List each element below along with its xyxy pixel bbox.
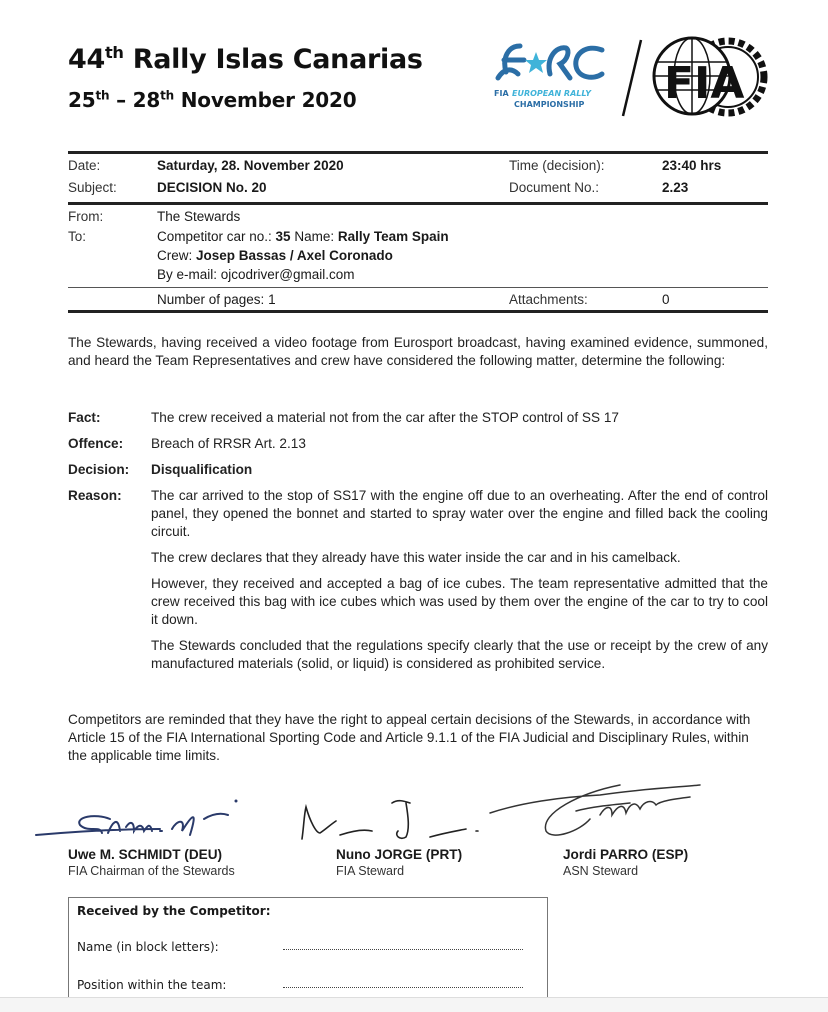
offence-row [68,435,768,453]
appeal-notice: Competitors are reminded that they have the right to appeal certain decisions of the Stewards, in accordance with Article 15 of the FIA International Sporting Code and Article 9.1.1 of the FIA Judicial and Disciplinary Rules, within the applicable time limits. [68,712,751,763]
document-no-value: 2.23 [662,179,689,195]
receipt-form [68,897,548,1012]
subject-row [68,176,768,198]
event-dates: 25th – 28th November 2020 [68,88,357,112]
page-bottom-edge [0,997,828,1012]
fia-logo-icon [652,32,770,120]
steward-role: FIA Steward [336,864,405,878]
from-value: The Stewards [157,208,241,224]
decision-label: Decision: [68,462,130,477]
pages-info: Number of pages: 1 [157,291,276,307]
pages-row [68,288,768,310]
logo-separator [617,38,647,118]
reason-row [68,487,768,681]
to-row [68,227,768,284]
receipt-title: Received by the Competitor: [77,904,271,918]
time-label: Time (decision): [509,157,605,173]
svg-text:CHAMPIONSHIP: CHAMPIONSHIP [514,100,585,109]
receipt-name-label: Name (in block letters): [77,940,219,954]
to-label: To: [68,229,87,244]
from-row [68,205,768,227]
subject-value: DECISION No. 20 [157,179,267,195]
attachments-label: Attachments: [509,291,588,307]
svg-text:EUROPEAN RALLY: EUROPEAN RALLY [512,89,592,98]
email-line: By e-mail: ojcodriver@gmail.com [157,267,355,282]
time-value: 23:40 hrs [662,157,722,173]
car-number: 35 [275,229,291,244]
reason-label: Reason: [68,488,122,503]
competitor-line: Competitor car no.: 35 Name: Rally Team Spain [157,229,449,244]
receipt-name-row [77,940,523,954]
receipt-position-row [77,978,523,992]
date-label: Date: [68,157,101,173]
steward-role: FIA Chairman of the Stewards [68,864,235,878]
steward-name: Jordi PARRO (ESP) [563,847,689,862]
crew-names: Josep Bassas / Axel Coronado [196,248,393,263]
date-row [68,154,768,176]
from-label: From: [68,208,104,224]
offence-value: Breach of RRSR Art. 2.13 [151,436,306,451]
offence-label: Offence: [68,436,124,451]
event-title: 44th Rally Islas Canarias [68,43,423,75]
erc-logo-icon [490,38,610,114]
intro-paragraph: The Stewards, having received a video footage from Eurosport broadcast, having examined evidence, summoned, and heard the Team Representatives and crew have considered the following matter, determine the following: [68,335,768,368]
handwritten-signatures [0,775,828,855]
fact-row [68,409,768,427]
steward-role: ASN Steward [563,864,639,878]
reason-paragraph: The crew declares that they already have this water inside the car and in his camelback. [151,550,681,565]
receipt-name-field[interactable] [283,944,523,950]
svg-text:FIA: FIA [494,89,509,98]
steward-parro [563,846,688,880]
findings-section [68,409,768,689]
decision-row [68,461,768,479]
receipt-position-label: Position within the team: [77,978,227,992]
fact-value: The crew received a material not from the car after the STOP control of SS 17 [151,410,619,425]
svg-text:FIA: FIA [664,58,745,109]
reason-text [151,487,768,681]
decision-value: Disqualification [151,462,253,477]
steward-name: Nuno JORGE (PRT) [336,847,463,862]
reason-paragraph: The car arrived to the stop of SS17 with the engine off due to an overheating. After the end of control panel, they opened the bonnet and started to spray water over the engine and filled back the cooling circuit. [151,488,768,539]
reason-paragraph: However, they received and accepted a bag of ice cubes. The team representative admitted that the crew received this bag with ice cubes which was used by them over the engine of the car to try to cool it down. [151,576,768,627]
steward-schmidt [68,846,235,880]
reason-paragraph: The Stewards concluded that the regulations specify clearly that the use or receipt by the crew of any manufactured materials (solid, or liquid) is considered as prohibited service. [151,638,768,671]
receipt-position-field[interactable] [283,982,523,988]
crew-line: Crew: Josep Bassas / Axel Coronado [157,248,393,263]
date-value: Saturday, 28. November 2020 [157,157,344,173]
steward-name: Uwe M. SCHMIDT (DEU) [68,847,223,862]
attachments-value: 0 [662,291,670,307]
steward-jorge [336,846,462,880]
team-name: Rally Team Spain [337,229,449,244]
subject-label: Subject: [68,179,117,195]
fact-label: Fact: [68,410,101,425]
decision-info-table [68,151,768,313]
document-no-label: Document No.: [509,179,600,195]
